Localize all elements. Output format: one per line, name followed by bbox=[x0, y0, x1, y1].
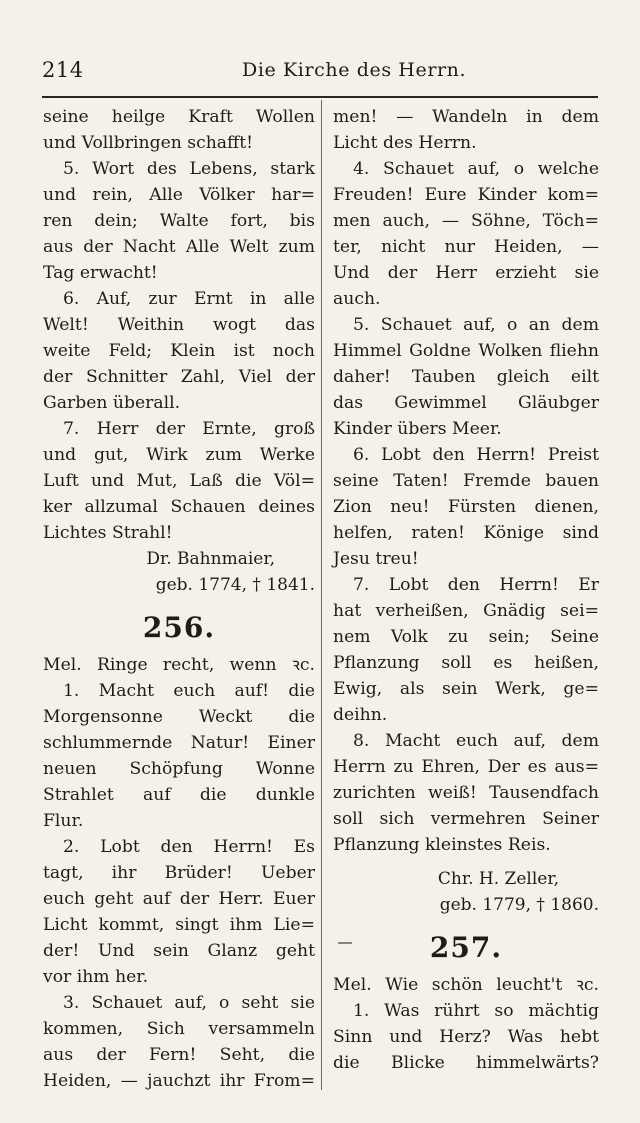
verse-line: aus der Nacht Alle Welt zum bbox=[43, 237, 315, 257]
verse-line: 1. Macht euch auf! die bbox=[63, 681, 315, 701]
verse-line: daher! Tauben gleich eilt bbox=[333, 367, 599, 387]
author-dates: geb. 1779, † 1860. bbox=[439, 895, 599, 915]
verse-line: Licht des Herrn. bbox=[333, 133, 477, 153]
verse-3 bbox=[43, 990, 315, 1094]
verse-line: 6. Auf, zur Ernt in alle bbox=[63, 289, 315, 309]
author-name: Chr. H. Zeller, bbox=[437, 869, 559, 889]
verse-line: ter, nicht nur Heiden, — bbox=[333, 237, 599, 257]
verse-line: 7. Herr der Ernte, groß bbox=[63, 419, 315, 439]
melody-line: Mel. Wie schön leucht't ꝛc. bbox=[333, 975, 599, 995]
page-number: 214 bbox=[42, 58, 84, 82]
verse-line: Lichtes Strahl! bbox=[43, 523, 173, 543]
page-header bbox=[42, 58, 598, 88]
left-column bbox=[43, 104, 315, 1094]
verse-line: und Vollbringen schafft! bbox=[43, 133, 254, 153]
verse-line: der! Und sein Glanz geht bbox=[43, 941, 315, 961]
verse-line: Kinder übers Meer. bbox=[333, 419, 502, 439]
verse-line: euch geht auf der Herr. Euer bbox=[43, 889, 315, 909]
verse-2 bbox=[43, 834, 315, 990]
verse-line: vor ihm her. bbox=[43, 967, 149, 987]
verse-1 bbox=[43, 678, 315, 834]
hymn-number: 257. bbox=[429, 931, 503, 964]
verse-line: ker allzumal Schauen deines bbox=[43, 497, 315, 517]
verse-line: nem Volk zu sein; Seine bbox=[333, 627, 599, 647]
verse-line: tagt, ihr Brüder! Ueber bbox=[43, 863, 315, 883]
verse-line: 5. Wort des Lebens, stark bbox=[63, 159, 315, 179]
verse-line: Pflanzung kleinstes Reis. bbox=[333, 835, 551, 855]
verse-line: aus der Fern! Seht, die bbox=[43, 1045, 315, 1065]
verse-line: schlummernde Natur! Einer bbox=[43, 733, 315, 753]
verse-line: seine heilge Kraft Wollen bbox=[43, 107, 315, 127]
verse-1 bbox=[333, 998, 599, 1076]
verse-4 bbox=[333, 156, 599, 312]
verse-line: kommen, Sich versammeln bbox=[43, 1019, 315, 1039]
verse-line: Zion neu! Fürsten dienen, bbox=[333, 497, 599, 517]
verse-7 bbox=[43, 416, 315, 546]
verse-line: 8. Macht euch auf, dem bbox=[353, 731, 599, 751]
verse-line: Jesu treu! bbox=[333, 549, 419, 569]
verse-line: Strahlet auf die dunkle bbox=[43, 785, 315, 805]
verse-line: die Blicke himmelwärts? bbox=[333, 1053, 599, 1073]
verse-line: Licht kommt, singt ihm Lie= bbox=[43, 915, 315, 935]
verse-line: soll sich vermehren Seiner bbox=[333, 809, 599, 829]
verse-line: Garben überall. bbox=[43, 393, 181, 413]
verse-line: das Gewimmel Gläubger bbox=[333, 393, 599, 413]
verse-continuation bbox=[333, 104, 599, 156]
verse-line: Luft und Mut, Laß die Völ= bbox=[43, 471, 315, 491]
right-column bbox=[333, 104, 599, 1076]
verse-7 bbox=[333, 572, 599, 728]
verse-line: Freuden! Eure Kinder kom= bbox=[333, 185, 599, 205]
verse-line: Ewig, als sein Werk, ge= bbox=[333, 679, 599, 699]
running-title: Die Kirche des Herrn. bbox=[242, 59, 467, 81]
verse-line: 6. Lobt den Herrn! Preist bbox=[353, 445, 599, 465]
verse-continuation bbox=[43, 104, 315, 156]
verse-5 bbox=[43, 156, 315, 286]
verse-line: Heiden, — jauchzt ihr From= bbox=[43, 1071, 315, 1091]
verse-line: Sinn und Herz? Was hebt bbox=[333, 1027, 599, 1047]
verse-line: 4. Schauet auf, o welche bbox=[353, 159, 599, 179]
verse-line: und gut, Wirk zum Werke bbox=[43, 445, 315, 465]
melody-line: Mel. Ringe recht, wenn ꝛc. bbox=[43, 655, 315, 675]
author-dates: geb. 1774, † 1841. bbox=[155, 575, 315, 595]
verse-line: Und der Herr erzieht sie bbox=[333, 263, 599, 283]
verse-line: Morgensonne Weckt die bbox=[43, 707, 315, 727]
verse-line: 1. Was rührt so mächtig bbox=[353, 1001, 599, 1021]
header-rule bbox=[42, 96, 598, 98]
hymn-number: 256. bbox=[142, 611, 216, 644]
verse-line: Tag erwacht! bbox=[43, 263, 158, 283]
verse-line: 7. Lobt den Herrn! Er bbox=[353, 575, 599, 595]
verse-6 bbox=[43, 286, 315, 416]
verse-line: helfen, raten! Könige sind bbox=[333, 523, 599, 543]
verse-line: weite Feld; Klein ist noch bbox=[43, 341, 315, 361]
verse-line: 3. Schauet auf, o seht sie bbox=[63, 993, 315, 1013]
verse-line: seine Taten! Fremde bauen bbox=[333, 471, 599, 491]
verse-line: Himmel Goldne Wolken fliehn bbox=[333, 341, 599, 361]
verse-line: 2. Lobt den Herrn! Es bbox=[63, 837, 315, 857]
verse-line: Flur. bbox=[43, 811, 84, 831]
verse-line: zurichten weiß! Tausendfach bbox=[333, 783, 599, 803]
verse-line: Herrn zu Ehren, Der es aus= bbox=[333, 757, 599, 777]
verse-line: neuen Schöpfung Wonne bbox=[43, 759, 315, 779]
verse-8 bbox=[333, 728, 599, 858]
verse-line: Pflanzung soll es heißen, bbox=[333, 653, 599, 673]
verse-line: 5. Schauet auf, o an dem bbox=[353, 315, 599, 335]
verse-line: auch. bbox=[333, 289, 381, 309]
verse-line: deihn. bbox=[333, 705, 388, 725]
author-name: Dr. Bahnmaier, bbox=[146, 549, 275, 569]
verse-line: ren dein; Walte fort, bis bbox=[43, 211, 315, 231]
verse-line: der Schnitter Zahl, Viel der bbox=[43, 367, 315, 387]
verse-line: hat verheißen, Gnädig sei= bbox=[333, 601, 599, 621]
verse-6 bbox=[333, 442, 599, 572]
column-divider bbox=[321, 100, 322, 1090]
verse-line: Welt! Weithin wogt das bbox=[43, 315, 315, 335]
verse-line: und rein, Alle Völker har= bbox=[43, 185, 315, 205]
verse-5 bbox=[333, 312, 599, 442]
verse-line: men! — Wandeln in dem bbox=[333, 107, 599, 127]
verse-line: men auch, — Söhne, Töch= bbox=[333, 211, 599, 231]
